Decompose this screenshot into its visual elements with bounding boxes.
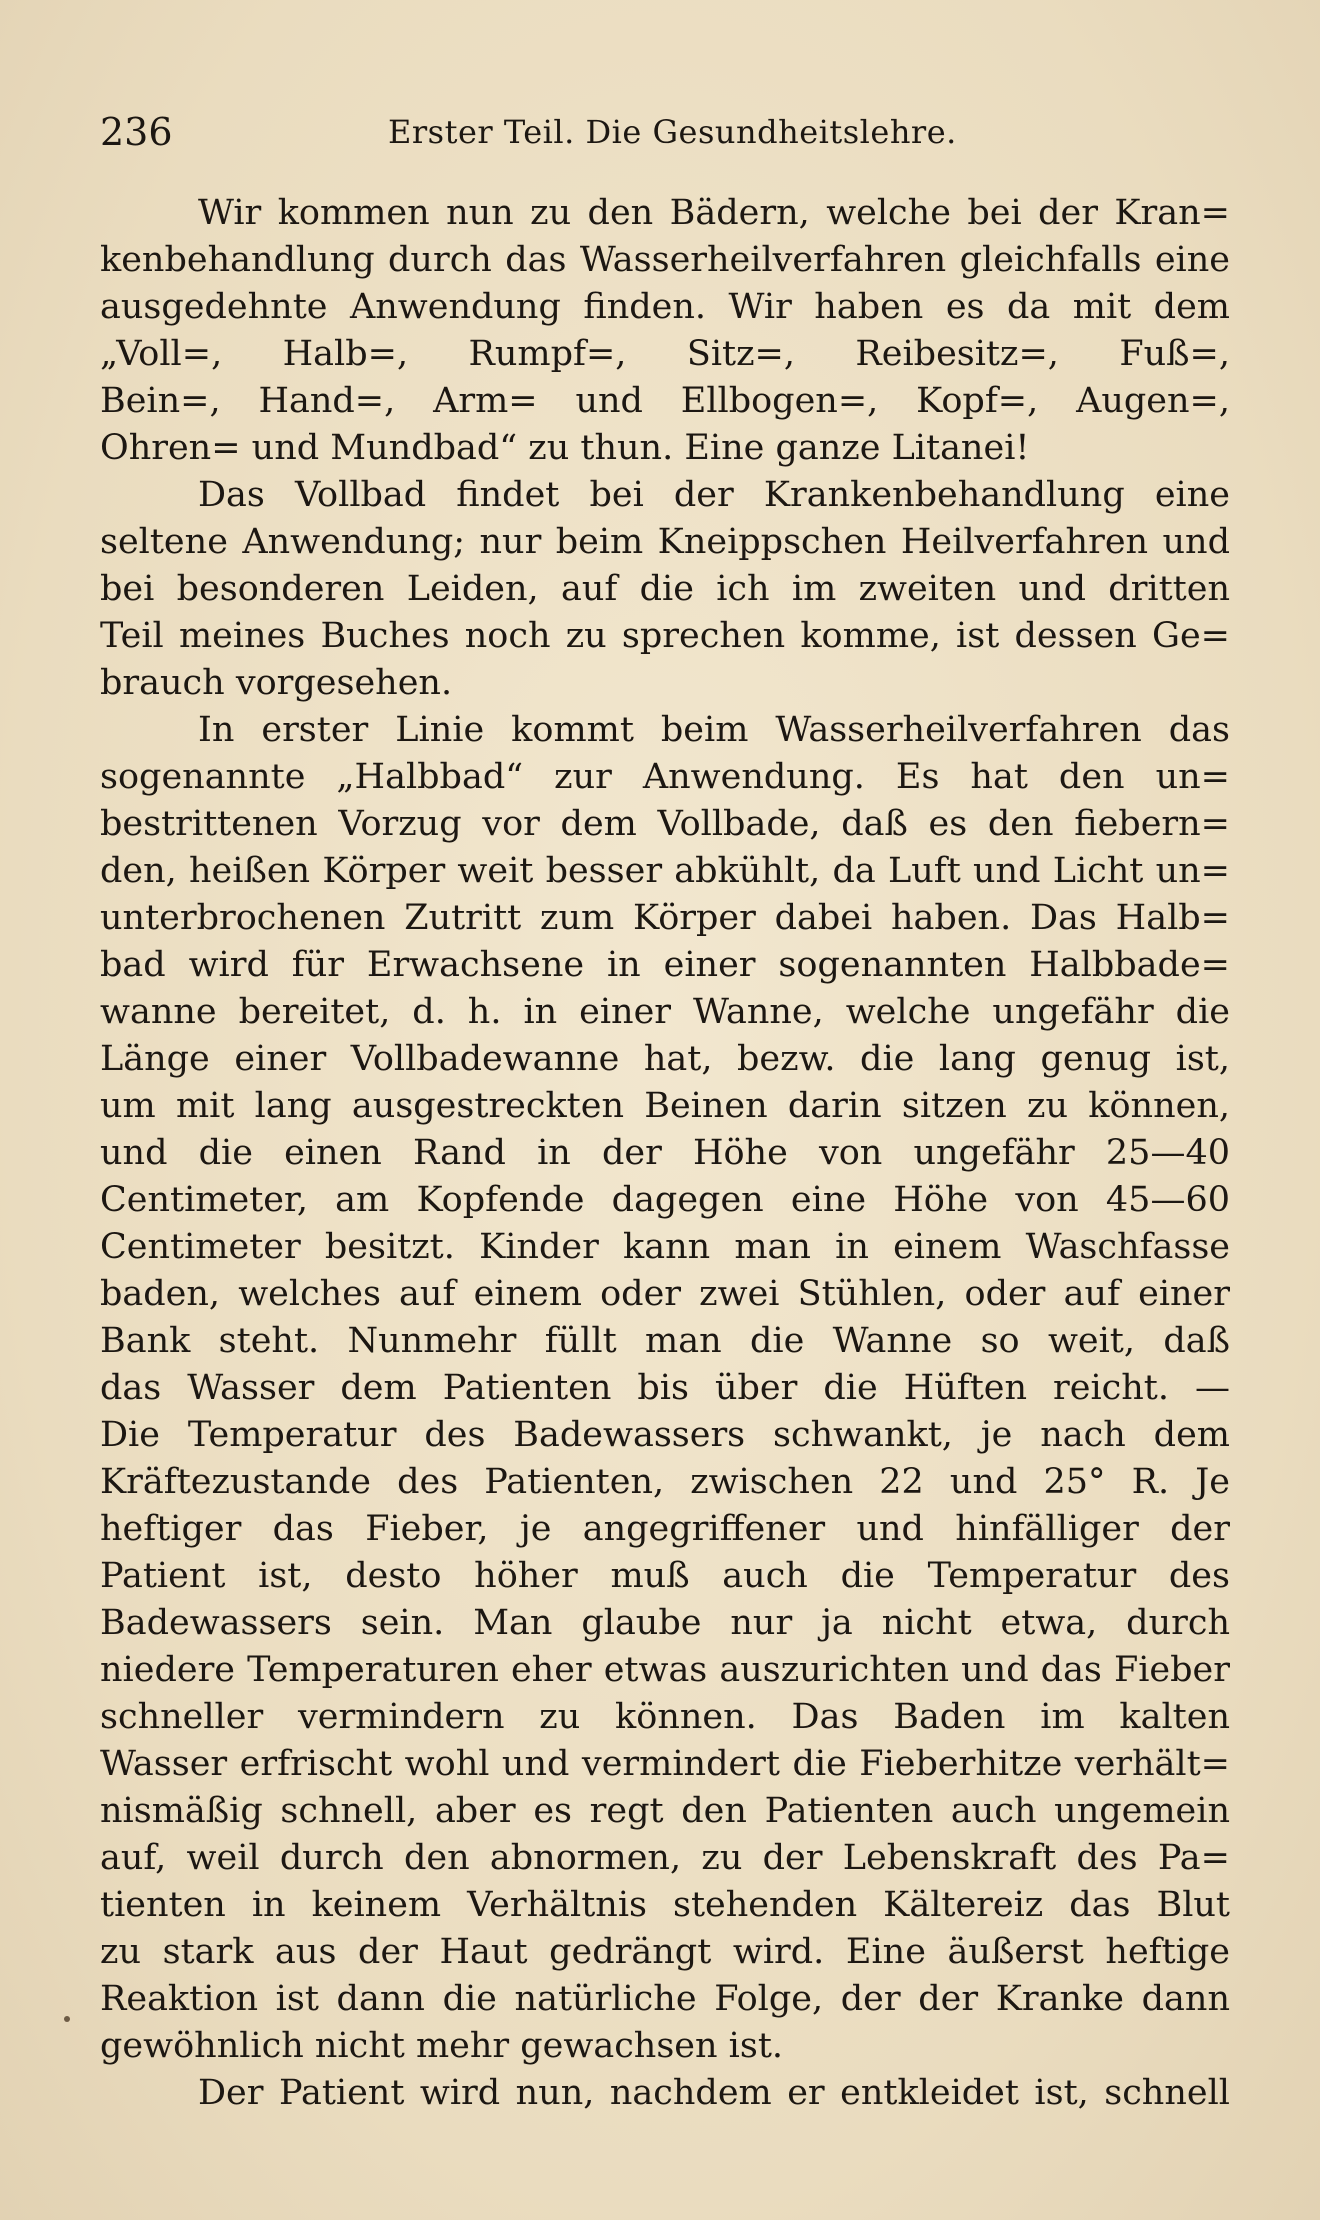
text-line: den, heißen Körper weit besser abkühlt, da Luft und Licht un= <box>100 851 1230 891</box>
text-line: Ohren= und Mundbad“ zu thun. Eine ganze Litanei! <box>100 428 1030 468</box>
text-line: heftiger das Fieber, je angegriffener und hinfälliger der <box>100 1509 1230 1549</box>
text-line: sogenannte „Halbbad“ zur Anwendung. Es hat den un= <box>100 757 1230 797</box>
text-line: Länge einer Vollbadewanne hat, bezw. die lang genug ist, <box>100 1039 1230 1079</box>
text-line: bestrittenen Vorzug vor dem Vollbade, daß es den fiebern= <box>100 804 1230 844</box>
text-line: Reaktion ist dann die natürliche Folge, der der Kranke dann <box>100 1979 1230 2019</box>
text-line: auf, weil durch den abnormen, zu der Lebenskraft des Pa= <box>100 1838 1230 1878</box>
text-line: gewöhnlich nicht mehr gewachsen ist. <box>100 2026 784 2066</box>
text-line: Wir kommen nun zu den Bädern, welche bei der Kran= <box>198 193 1230 233</box>
text-line: „Voll=, Halb=, Rumpf=, Sitz=, Reibesitz=, Fuß=, <box>100 334 1230 374</box>
text-line: tienten in keinem Verhältnis stehenden Kältereiz das Blut <box>100 1885 1230 1925</box>
text-line: seltene Anwendung; nur beim Kneippschen Heilverfahren und <box>100 522 1230 562</box>
text-line: Centimeter, am Kopfende dagegen eine Höhe von 45—60 <box>100 1180 1230 1220</box>
text-line: nismäßig schnell, aber es regt den Patienten auch ungemein <box>100 1791 1230 1831</box>
ink-speck <box>64 2016 70 2022</box>
text-line: das Wasser dem Patienten bis über die Hüften reicht. — <box>100 1368 1230 1408</box>
text-line: Kräftezustande des Patienten, zwischen 22 und 25° R. Je <box>100 1462 1230 1502</box>
text-line: bei besonderen Leiden, auf die ich im zweiten und dritten <box>100 569 1230 609</box>
body-text <box>100 190 1230 2150</box>
running-title: Erster Teil. Die Gesundheitslehre. <box>388 113 957 151</box>
text-line: Patient ist, desto höher muß auch die Temperatur des <box>100 1556 1230 1596</box>
text-line: um mit lang ausgestreckten Beinen darin sitzen zu können, <box>100 1086 1230 1126</box>
text-line: Badewassers sein. Man glaube nur ja nicht etwa, durch <box>100 1603 1230 1643</box>
text-line: unterbrochenen Zutritt zum Körper dabei haben. Das Halb= <box>100 898 1230 938</box>
text-line: schneller vermindern zu können. Das Baden im kalten <box>100 1697 1230 1737</box>
text-line: Teil meines Buches noch zu sprechen komme, ist dessen Ge= <box>100 616 1230 656</box>
text-line: und die einen Rand in der Höhe von ungefähr 25—40 <box>100 1133 1230 1173</box>
text-line: wanne bereitet, d. h. in einer Wanne, welche ungefähr die <box>100 992 1230 1032</box>
text-line: bad wird für Erwachsene in einer sogenannten Halbbade= <box>100 945 1230 985</box>
text-line: Der Patient wird nun, nachdem er entkleidet ist, schnell <box>198 2073 1230 2113</box>
running-head <box>100 108 1230 156</box>
text-line: baden, welches auf einem oder zwei Stühlen, oder auf einer <box>100 1274 1230 1314</box>
text-line: Bein=, Hand=, Arm= und Ellbogen=, Kopf=, Augen=, <box>100 381 1230 421</box>
text-line: niedere Temperaturen eher etwas auszurichten und das Fieber <box>100 1650 1230 1690</box>
text-line: In erster Linie kommt beim Wasserheilverfahren das <box>198 710 1230 750</box>
text-line: Das Vollbad findet bei der Krankenbehandlung eine <box>198 475 1230 515</box>
page-number: 236 <box>100 110 173 154</box>
text-line: Centimeter besitzt. Kinder kann man in einem Waschfasse <box>100 1227 1230 1267</box>
text-line: kenbehandlung durch das Wasserheilverfahren gleichfalls eine <box>100 240 1230 280</box>
text-line: Wasser erfrischt wohl und vermindert die Fieberhitze verhält= <box>100 1744 1230 1784</box>
text-line: Bank steht. Nunmehr füllt man die Wanne so weit, daß <box>100 1321 1230 1361</box>
text-line: ausgedehnte Anwendung finden. Wir haben es da mit dem <box>100 287 1230 327</box>
text-line: Die Temperatur des Badewassers schwankt, je nach dem <box>100 1415 1230 1455</box>
text-line: brauch vorgesehen. <box>100 663 453 703</box>
text-line: zu stark aus der Haut gedrängt wird. Eine äußerst heftige <box>100 1932 1230 1972</box>
